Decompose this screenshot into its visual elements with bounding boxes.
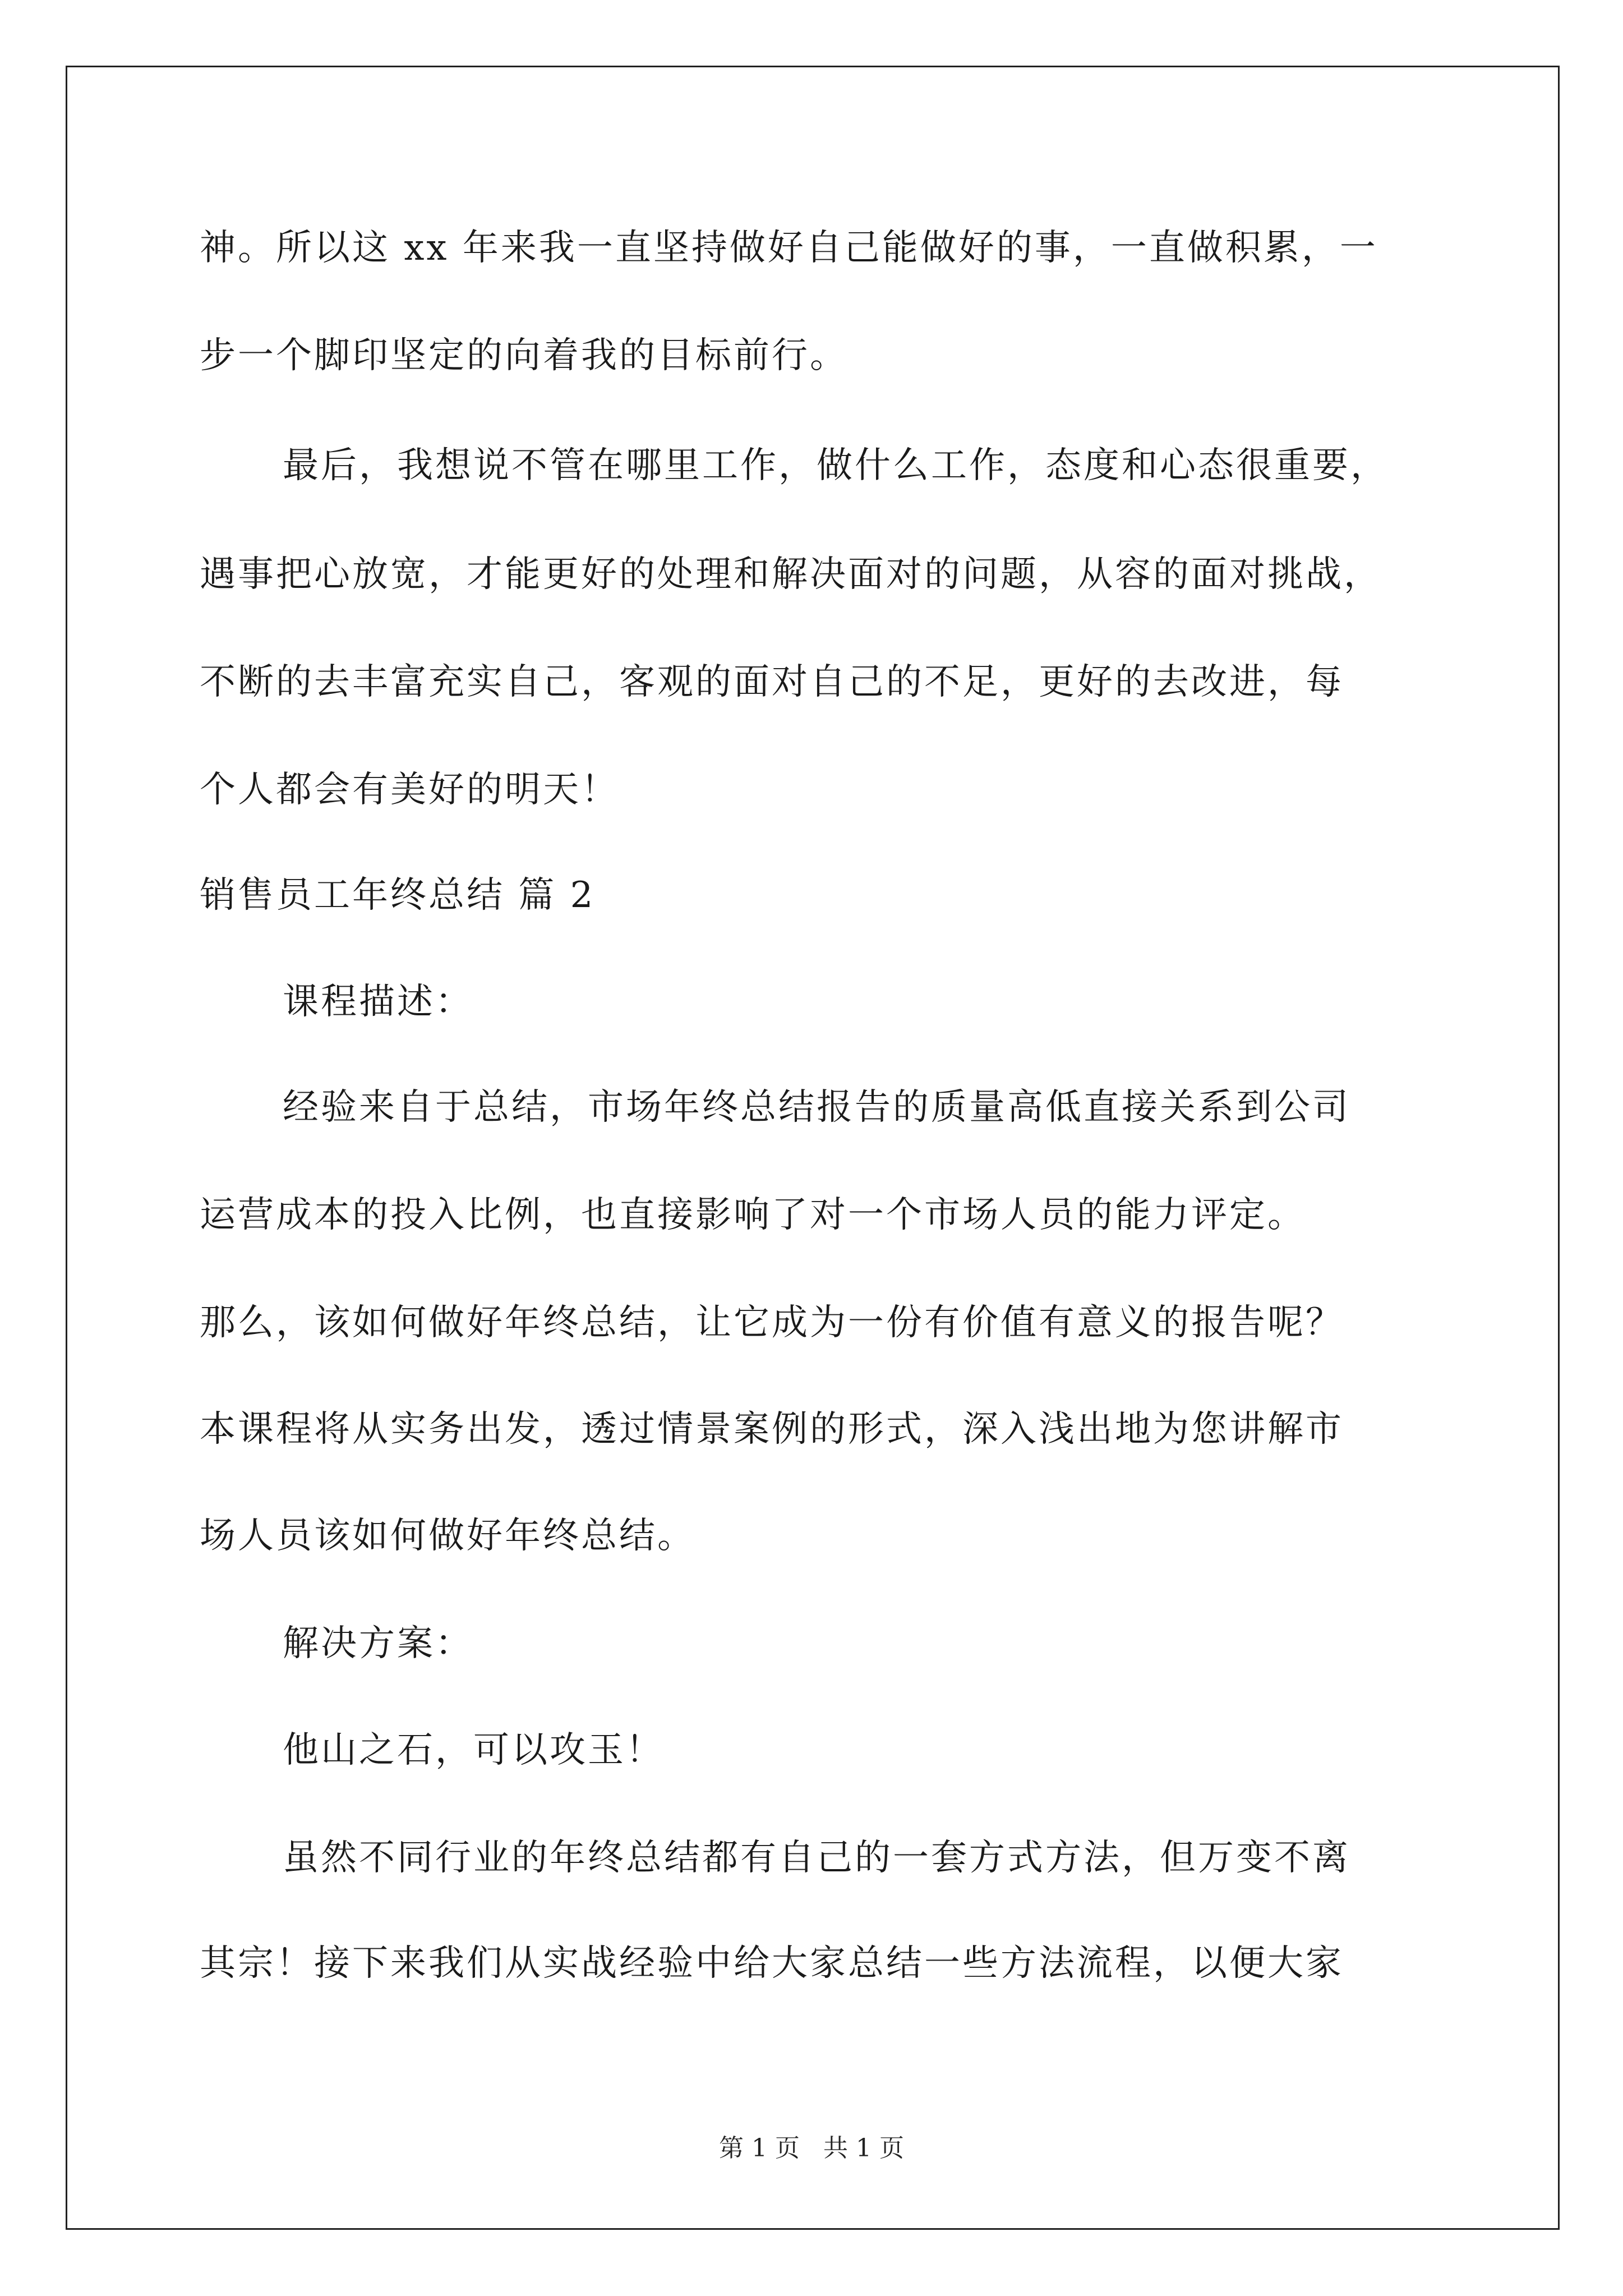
text-line: 解决方案： — [283, 1623, 473, 1664]
text-line: 经验来自于总结，市场年终总结报告的质量高低直接关系到公司 — [283, 1087, 1350, 1128]
text-line: 其宗！接下来我们从实战经验中给大家总结一些方法流程，以便大家 — [200, 1943, 1344, 1984]
text-line: 课程描述： — [283, 981, 473, 1023]
text-line: 最后，我想说不管在哪里工作，做什么工作，态度和心态很重要， — [283, 445, 1389, 486]
text-line: 虽然不同行业的年终总结都有自己的一套方式方法，但万变不离 — [283, 1837, 1350, 1879]
text-line: 他山之石，可以攻玉！ — [283, 1729, 664, 1771]
section-heading: 销售员工年终总结 篇 2 — [200, 875, 596, 916]
text-line: 那么，该如何做好年终总结，让它成为一份有价值有意义的报告呢？ — [200, 1302, 1344, 1343]
page-number: 第 1 页 — [719, 2134, 800, 2162]
text-line: 个人都会有美好的明天！ — [200, 769, 619, 811]
text-line: 步一个脚印坚定的向着我的目标前行。 — [200, 335, 848, 376]
text-line: 不断的去丰富充实自己，客观的面对自己的不足，更好的去改进，每 — [200, 661, 1344, 703]
page-footer — [0, 2132, 1623, 2165]
text-line: 神。所以这 xx 年来我一直坚持做好自己能做好的事，一直做积累，一 — [200, 227, 1378, 269]
text-line: 场人员该如何做好年终总结。 — [200, 1515, 695, 1557]
text-line: 遇事把心放宽，才能更好的处理和解决面对的问题，从容的面对挑战， — [200, 554, 1382, 595]
page-total: 共 1 页 — [823, 2134, 904, 2162]
text-line: 本课程将从实务出发，透过情景案例的形式，深入浅出地为您讲解市 — [200, 1409, 1344, 1450]
page-border — [66, 66, 1560, 2230]
text-line: 运营成本的投入比例，也直接影响了对一个市场人员的能力评定。 — [200, 1194, 1306, 1236]
